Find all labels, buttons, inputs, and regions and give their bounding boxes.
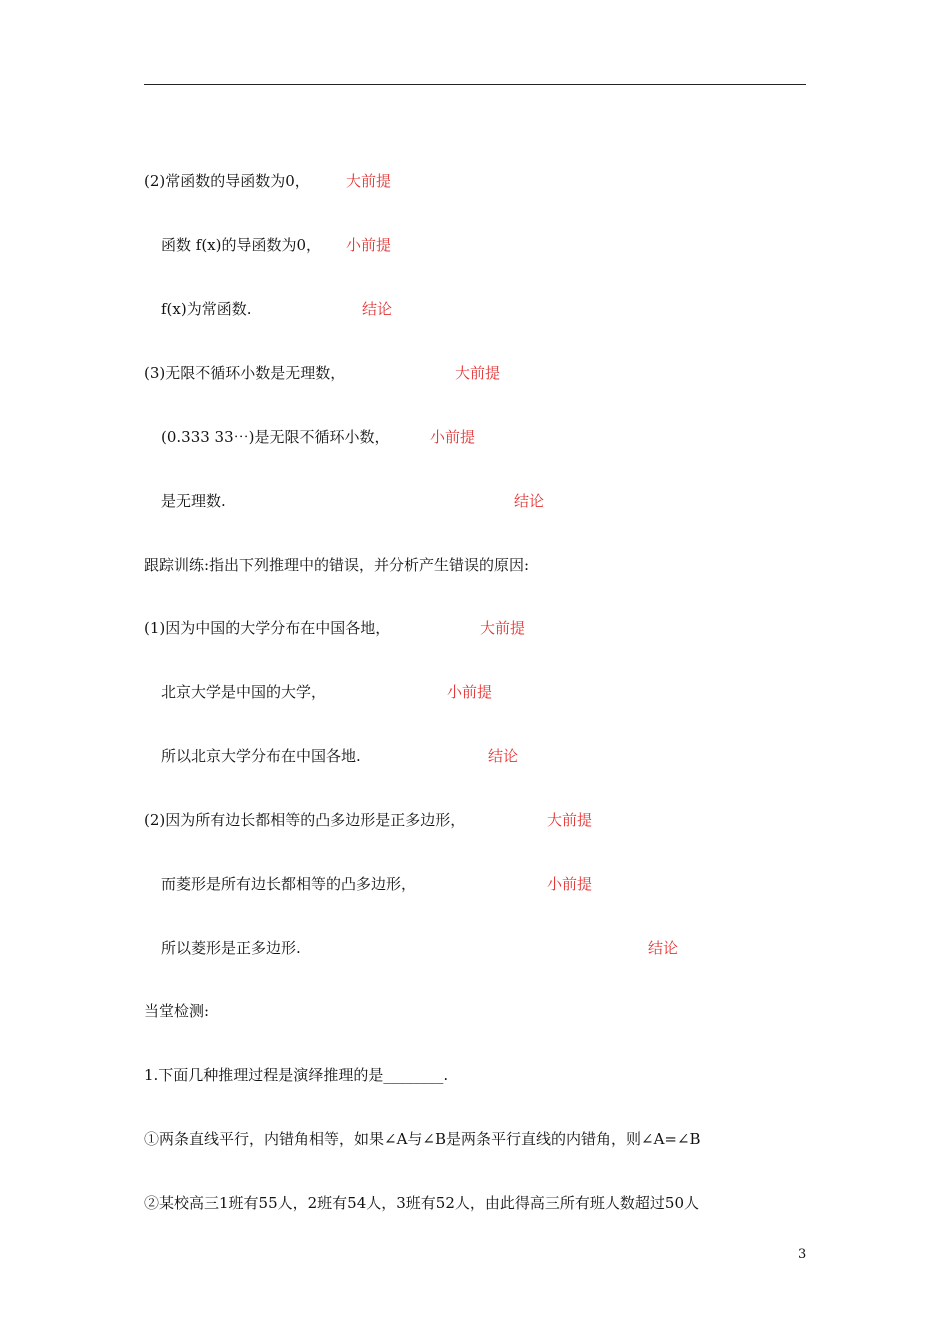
page-number: 3 xyxy=(798,1247,807,1262)
practice-1-major: (1)因为中国的大学分布在中国各地， xyxy=(144,619,391,637)
practice-heading: 跟踪训练:指出下列推理中的错误，并分析产生错误的原因: xyxy=(144,556,530,574)
option-2: ②某校高三1班有55人，2班有54人，3班有52人，由此得高三所有班人数超过50人 xyxy=(144,1194,699,1212)
label-minor-premise: 小前提 xyxy=(346,236,392,254)
header-rule xyxy=(144,84,806,85)
line-3-conclusion: 是无理数. xyxy=(161,492,226,510)
practice-2-conclusion: 所以菱形是正多边形. xyxy=(161,939,301,957)
practice-1-conclusion: 所以北京大学分布在中国各地. xyxy=(161,747,361,765)
option-1: ①两条直线平行，内错角相等，如果∠A与∠B是两条平行直线的内错角，则∠A=∠B xyxy=(144,1130,701,1148)
label-major-premise: 大前提 xyxy=(480,619,526,637)
practice-1-minor: 北京大学是中国的大学， xyxy=(161,683,327,701)
question-1: 1.下面几种推理过程是演绎推理的是________. xyxy=(144,1066,449,1084)
line-2-major: (2)常函数的导函数为0， xyxy=(144,172,310,190)
label-major-premise: 大前提 xyxy=(455,364,501,382)
label-conclusion: 结论 xyxy=(362,300,393,318)
line-3-major: (3)无限不循环小数是无理数， xyxy=(144,364,346,382)
practice-2-major: (2)因为所有边长都相等的凸多边形是正多边形， xyxy=(144,811,466,829)
label-minor-premise: 小前提 xyxy=(430,428,476,446)
label-conclusion: 结论 xyxy=(648,939,679,957)
label-minor-premise: 小前提 xyxy=(447,683,493,701)
practice-2-minor: 而菱形是所有边长都相等的凸多边形， xyxy=(161,875,417,893)
label-major-premise: 大前提 xyxy=(547,811,593,829)
label-conclusion: 结论 xyxy=(514,492,545,510)
line-2-minor: 函数 f(x)的导函数为0， xyxy=(161,236,322,254)
label-major-premise: 大前提 xyxy=(346,172,392,190)
check-heading: 当堂检测: xyxy=(144,1002,210,1020)
line-3-minor: (0.333 33⋯)是无限不循环小数， xyxy=(161,428,390,446)
label-minor-premise: 小前提 xyxy=(547,875,593,893)
line-2-conclusion: f(x)为常函数. xyxy=(161,300,252,318)
label-conclusion: 结论 xyxy=(488,747,519,765)
